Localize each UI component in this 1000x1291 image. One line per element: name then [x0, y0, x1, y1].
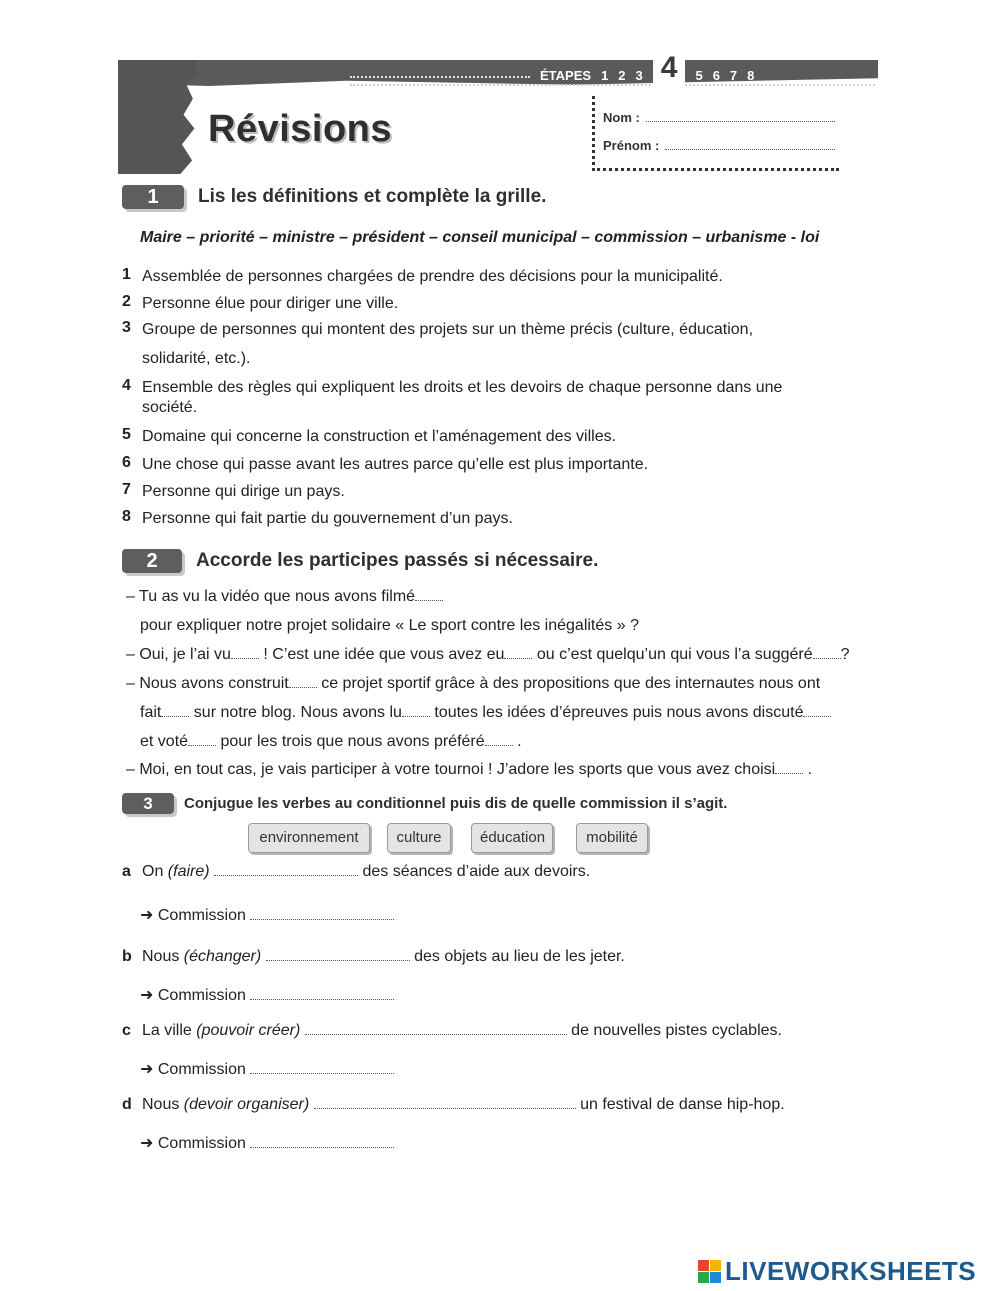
logo-square-1 — [698, 1260, 709, 1271]
item-subject: On — [142, 863, 168, 880]
item-verb: (échanger) — [183, 948, 262, 965]
answer-blank[interactable] — [775, 763, 803, 774]
definition-4-cont — [122, 397, 842, 418]
definition-number: 4 — [122, 377, 131, 394]
answer-blank[interactable] — [402, 706, 430, 717]
commission-answer-field[interactable] — [250, 1061, 394, 1074]
commission-answer-field[interactable] — [250, 987, 394, 1000]
s2-text: – Moi, en tout cas, je vais participer à votre tournoi ! J’adore les sports que vous avez choisi — [126, 761, 776, 778]
s3-item-b — [122, 948, 625, 966]
item-subject: La ville — [142, 1022, 197, 1039]
s2-line-2: pour expliquer notre projet solidaire « Le sport contre les inégalités » ? — [140, 617, 639, 634]
commission-b — [140, 985, 394, 1005]
definition-text-cont: société. — [142, 399, 198, 416]
section-1-title: Lis les définitions et complète la grille. — [198, 186, 547, 207]
logo-text: LIVEWORKSHEETS — [725, 1256, 977, 1286]
item-end: des séances d’aide aux devoirs. — [358, 863, 591, 880]
arrow-icon: ➜ — [140, 1061, 154, 1078]
logo-square-4 — [710, 1272, 721, 1283]
etapes-dots — [350, 66, 530, 78]
s2-line-5 — [140, 704, 900, 722]
item-verb: (faire) — [167, 863, 210, 880]
chip-environnement: environnement — [248, 823, 370, 853]
section-3-badge: 3 — [122, 793, 174, 814]
s2-text: – Oui, je l’ai vu — [126, 646, 231, 663]
step-6: 6 — [712, 67, 720, 83]
s2-line-6 — [140, 733, 900, 751]
section-2-badge: 2 — [122, 549, 182, 573]
commission-d — [140, 1133, 394, 1153]
definition-1 — [122, 266, 842, 287]
chip-culture: culture — [387, 823, 451, 853]
item-letter: d — [122, 1096, 132, 1113]
verb-answer-field[interactable] — [305, 1022, 567, 1035]
logo-mark-icon — [698, 1260, 721, 1283]
header-side-block — [118, 60, 196, 174]
definition-8 — [122, 508, 842, 529]
definition-text: Ensemble des règles qui expliquent les droits et les devoirs de chaque personne dans une — [142, 379, 783, 396]
s2-text: fait — [140, 704, 162, 721]
answer-blank[interactable] — [504, 648, 532, 659]
item-letter: c — [122, 1022, 131, 1039]
answer-blank[interactable] — [485, 735, 513, 746]
definition-number: 2 — [122, 293, 131, 310]
word-bank: Maire – priorité – ministre – président – conseil municipal – commission – urbanisme - loi — [140, 229, 820, 246]
arrow-icon: ➜ — [140, 907, 154, 924]
commission-label: Commission — [157, 987, 246, 1004]
definition-text: Personne qui fait partie du gouvernement d’un pays. — [142, 510, 513, 527]
nom-dots — [646, 110, 835, 122]
commission-label: Commission — [157, 1061, 246, 1078]
step-8: 8 — [747, 67, 755, 83]
item-subject: Nous — [142, 1096, 184, 1113]
item-letter: b — [122, 948, 132, 965]
definition-text: Groupe de personnes qui montent des projets sur un thème précis (culture, éducation, — [142, 321, 754, 338]
section-2-title: Accorde les participes passés si nécessaire. — [196, 550, 599, 571]
definition-4 — [122, 377, 842, 398]
nom-label: Nom : — [603, 110, 640, 125]
s3-item-a — [122, 863, 590, 881]
definition-text: Une chose qui passe avant les autres parce qu’elle est plus importante. — [142, 456, 649, 473]
definition-3 — [122, 319, 842, 340]
s2-text: . — [803, 761, 813, 778]
logo-square-2 — [710, 1260, 721, 1271]
commission-label: Commission — [157, 1135, 246, 1152]
step-1: 1 — [601, 67, 609, 83]
s2-text: sur notre blog. Nous avons lu — [189, 704, 402, 721]
step-4-active: 4 — [653, 49, 686, 87]
s2-text: ce projet sportif grâce à des propositions que des internautes nous ont — [316, 675, 821, 692]
s3-item-c — [122, 1022, 782, 1040]
commission-answer-field[interactable] — [250, 907, 394, 920]
definition-6 — [122, 454, 842, 475]
prenom-field[interactable] — [603, 138, 835, 153]
page-title: Révisions — [208, 108, 393, 150]
definition-number: 3 — [122, 319, 131, 336]
answer-blank[interactable] — [161, 706, 189, 717]
commission-answer-field[interactable] — [250, 1135, 394, 1148]
answer-blank[interactable] — [415, 590, 443, 601]
chip-mobilite: mobilité — [576, 823, 648, 853]
commission-a — [140, 905, 394, 925]
definition-number: 6 — [122, 454, 131, 471]
item-end: des objets au lieu de les jeter. — [409, 948, 625, 965]
s2-text: ? — [840, 646, 850, 663]
step-7: 7 — [729, 67, 738, 83]
s2-line-1 — [126, 588, 886, 606]
s2-text: . — [512, 733, 522, 750]
s2-line-3 — [126, 646, 886, 664]
s3-item-d — [122, 1096, 785, 1114]
section-3-title: Conjugue les verbes au conditionnel puis dis de quelle commission il s’agit. — [184, 795, 728, 812]
commission-label: Commission — [157, 907, 246, 924]
arrow-icon: ➜ — [140, 987, 154, 1004]
s2-line-7 — [126, 761, 886, 779]
step-5: 5 — [695, 67, 703, 83]
prenom-dots — [665, 138, 835, 150]
definition-2 — [122, 293, 842, 314]
s2-text: ! C’est une idée que vous avez eu — [258, 646, 505, 663]
section-1-badge: 1 — [122, 185, 184, 209]
definition-text: Personne qui dirige un pays. — [142, 483, 345, 500]
definition-text: Assemblée de personnes chargées de prendre des décisions pour la municipalité. — [142, 268, 723, 285]
definition-number: 8 — [122, 508, 131, 525]
etapes-row — [350, 51, 875, 86]
answer-blank[interactable] — [188, 735, 216, 746]
definition-text-cont: solidarité, etc.). — [142, 350, 251, 367]
s2-text: pour les trois que nous avons préféré — [216, 733, 485, 750]
s2-text: toutes les idées d’épreuves puis nous avons discuté — [429, 704, 804, 721]
s2-text: – Tu as vu la vidéo que nous avons filmé — [126, 588, 416, 605]
chip-education: éducation — [471, 823, 553, 853]
item-verb: (devoir organiser) — [183, 1096, 310, 1113]
s2-text: ou c’est quelqu’un qui vous l’a suggéré — [532, 646, 813, 663]
item-verb: (pouvoir créer) — [196, 1022, 301, 1039]
s2-line-4 — [126, 675, 886, 693]
answer-blank[interactable] — [231, 648, 259, 659]
definition-text: Domaine qui concerne la construction et l’aménagement des villes. — [142, 428, 617, 445]
name-box — [592, 96, 839, 171]
item-end: de nouvelles pistes cyclables. — [566, 1022, 782, 1039]
arrow-icon: ➜ — [140, 1135, 154, 1152]
definition-number: 7 — [122, 481, 131, 498]
verb-answer-field[interactable] — [266, 948, 410, 961]
answer-blank[interactable] — [813, 648, 841, 659]
nom-field[interactable] — [603, 110, 835, 125]
definition-3-cont — [122, 348, 842, 369]
etapes-label: ÉTAPES — [540, 67, 592, 83]
prenom-label: Prénom : — [603, 138, 660, 153]
answer-blank[interactable] — [289, 677, 317, 688]
definition-number: 1 — [122, 266, 131, 283]
definition-5 — [122, 426, 842, 447]
item-end: un festival de danse hip-hop. — [575, 1096, 785, 1113]
liveworksheets-logo — [698, 1256, 976, 1287]
logo-square-3 — [698, 1272, 709, 1283]
item-subject: Nous — [142, 948, 184, 965]
commission-c — [140, 1059, 394, 1079]
verb-answer-field[interactable] — [214, 863, 358, 876]
step-2: 2 — [618, 67, 626, 83]
definition-7 — [122, 481, 842, 502]
s2-text: – Nous avons construit — [126, 675, 289, 692]
step-3: 3 — [635, 67, 643, 83]
s2-text: et voté — [140, 733, 189, 750]
item-letter: a — [122, 863, 131, 880]
definition-text: Personne élue pour diriger une ville. — [142, 295, 399, 312]
verb-answer-field[interactable] — [314, 1096, 576, 1109]
answer-blank[interactable] — [803, 706, 831, 717]
definition-number: 5 — [122, 426, 131, 443]
